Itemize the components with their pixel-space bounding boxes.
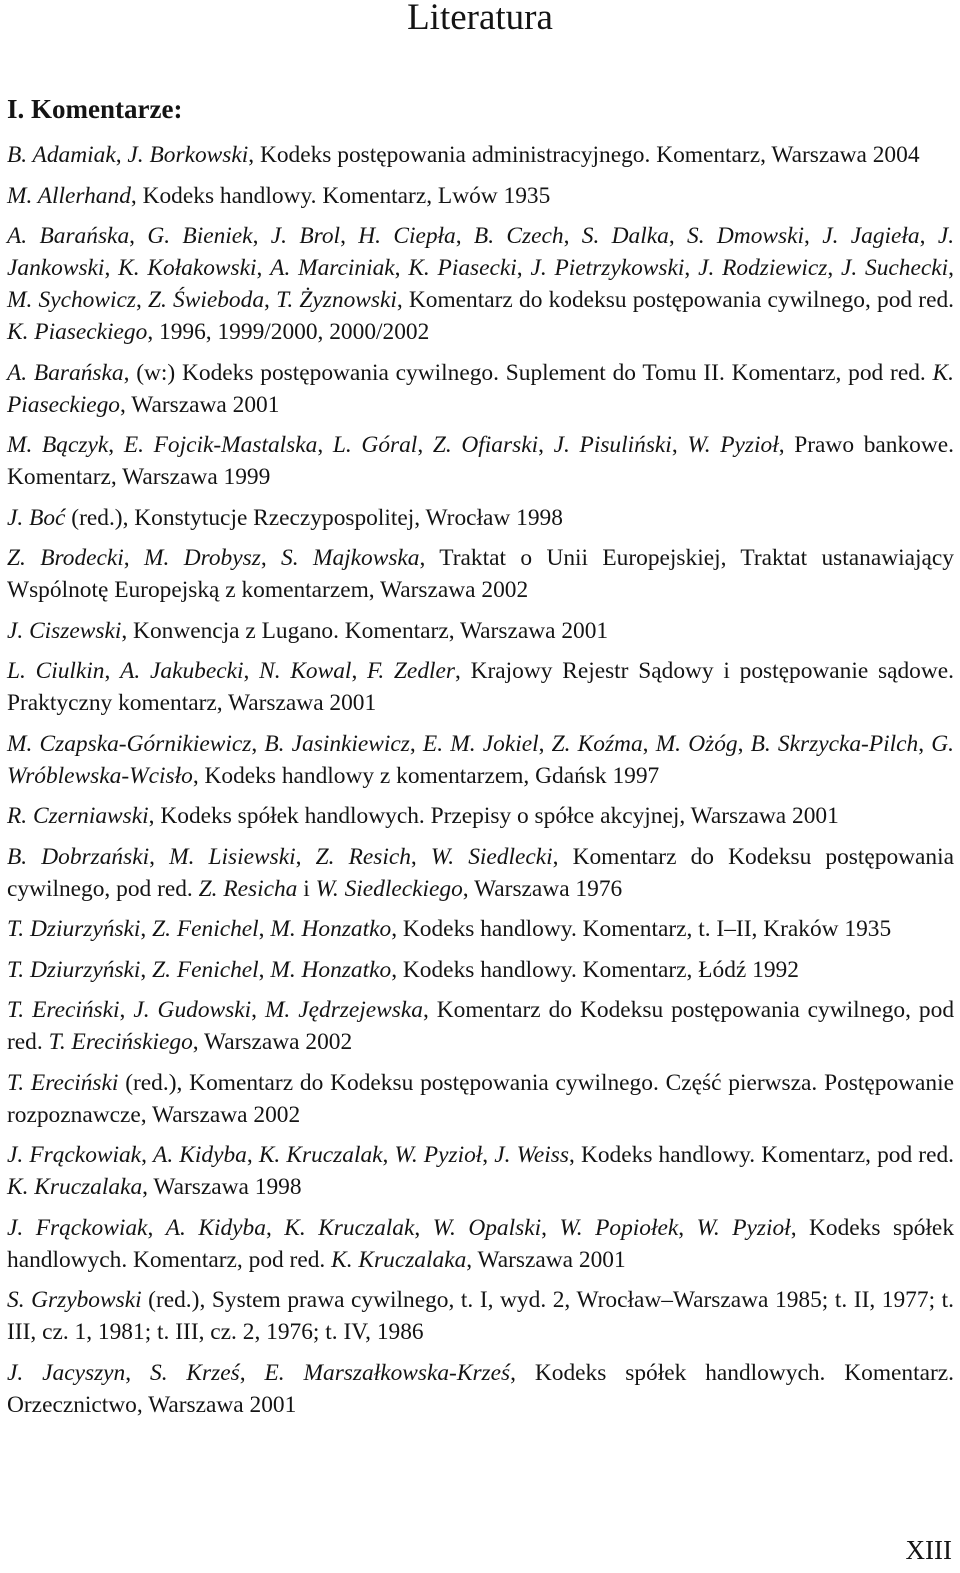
entry-text: , Kodeks postępowania administracyjnego. Komentarz, Warszawa 2004	[248, 142, 920, 168]
page-title: Literatura	[407, 0, 553, 38]
bibliography-entry	[7, 913, 954, 945]
entry-text: ,	[256, 255, 271, 281]
author-name: B. Jasinkiewicz	[264, 730, 410, 757]
bibliography-entry	[7, 139, 954, 171]
author-name: T. Erecińskiego	[48, 1029, 193, 1055]
entry-text: (red.), Komentarz do Kodeksu postępowania cywilnego. Część pierwsza. Postępowanie rozpoznawcze, Warszawa 2002	[7, 1069, 954, 1128]
entry-text: , Kodeks spółek handlowych. Przepisy o spółce akcyjnej, Warszawa 2001	[148, 803, 839, 829]
author-name: M. Jędrzejewska	[264, 997, 423, 1023]
page-number: XIII	[905, 1535, 952, 1565]
entry-text: , Warszawa 1976	[462, 875, 623, 902]
entry-text: ,	[516, 255, 531, 281]
author-name: W. Pyzioł	[394, 1142, 483, 1168]
entry-text: ,	[948, 255, 954, 281]
entry-text: , Komentarz do Kodeksu postępowania cywilnego, pod red.	[7, 997, 955, 1055]
author-name: J. Frąckowiak	[7, 1214, 148, 1241]
author-name: J. Suchecki	[841, 255, 949, 281]
author-name: A. Kidyba	[153, 1142, 247, 1168]
author-name: B. Dobrzański	[7, 843, 150, 870]
author-name: J. Boć	[7, 504, 66, 531]
author-name: M. Allerhand	[7, 182, 131, 209]
author-name: M. Ożóg	[655, 730, 738, 757]
author-name: J. Jankowski	[7, 223, 955, 281]
author-name: S. Krześ	[150, 1359, 240, 1386]
author-name: B. Czech	[473, 223, 564, 249]
entry-text: ,	[104, 255, 119, 281]
entry-text: ,	[678, 1214, 697, 1241]
entry-text: ,	[918, 730, 932, 757]
entry-text: , Krajowy Rejestr Sądowy i postępowanie sądowe. Praktyczny komentarz, Warszawa 2001	[7, 658, 954, 716]
entry-text: ,	[414, 1214, 433, 1241]
author-name: R. Czerniawski	[7, 803, 149, 829]
author-name: F. Zedler	[367, 658, 455, 684]
bibliography-entry	[7, 841, 954, 905]
entry-text: ,	[258, 956, 271, 983]
bibliography-entry	[7, 1357, 954, 1421]
author-name: Z. Świeboda	[148, 287, 265, 313]
entry-text: ,	[252, 223, 271, 249]
bibliography-entry	[7, 1067, 954, 1131]
entry-text: ,	[538, 730, 552, 757]
author-name: M. Czapska-Górnikiewicz	[7, 730, 252, 757]
bibliography-entry	[7, 429, 954, 493]
author-name: Z. Brodecki	[7, 545, 124, 571]
bibliography-entry	[7, 220, 954, 348]
entry-text: , Kodeks handlowy. Komentarz, t. I–II, Kraków 1935	[391, 916, 892, 942]
author-name: S. Majkowska	[281, 545, 420, 571]
entry-text: ,	[295, 843, 316, 870]
entry-text: ,	[671, 432, 688, 458]
entry-text: ,	[668, 223, 688, 249]
author-name: G. Wróblewska-Wcisło	[7, 730, 954, 789]
author-name: W. Siedleckiego	[315, 875, 463, 902]
author-name: K. Kołakowski	[118, 255, 257, 281]
author-name: W. Siedlecki	[430, 843, 553, 870]
bibliography-entry	[7, 542, 954, 606]
entry-text: ,	[382, 1142, 395, 1168]
entry-text: ,	[317, 432, 333, 458]
entry-text: , (w:) Kodeks postępowania cywilnego. Suplement do Tomu II. Komentarz, pod red.	[123, 359, 933, 386]
section-heading: I. Komentarze:	[7, 94, 183, 124]
entry-text: ,	[251, 997, 265, 1023]
entry-text: ,	[243, 658, 260, 684]
entry-text: ,	[141, 1142, 154, 1168]
author-name: W. Pyzioł	[687, 432, 779, 458]
entry-text: , Kodeks handlowy z komentarzem, Gdańsk 1997	[192, 762, 660, 789]
author-name: E. Marszałkowska-Krześ	[264, 1359, 511, 1386]
entry-text: ,	[265, 1214, 285, 1241]
author-name: B. Skrzycka-Pilch	[750, 730, 919, 757]
author-name: J. Gudowski	[133, 997, 252, 1023]
bibliography-entry	[7, 1139, 954, 1203]
author-name: M. Honzatko	[270, 956, 392, 983]
author-name: Z. Fenichel	[152, 916, 259, 942]
entry-text: ,	[351, 658, 368, 684]
author-name: J. Weiss	[494, 1142, 570, 1168]
entry-text: ,	[104, 658, 121, 684]
author-name: J. Rodziewicz	[698, 255, 828, 281]
author-name: T. Ereciński	[7, 1069, 119, 1096]
entry-text: ,	[115, 142, 128, 168]
author-name: M. Sychowicz	[7, 287, 136, 313]
entry-text: ,	[827, 255, 841, 281]
entry-text: , Kodeks handlowy. Komentarz, Łódź 1992	[391, 956, 799, 983]
author-name: T. Dziurzyński	[7, 956, 141, 983]
entry-text: , Warszawa 2002	[192, 1029, 353, 1055]
entry-text: ,	[140, 956, 153, 983]
author-name: G. Bieniek	[147, 223, 253, 249]
entry-text: ,	[149, 843, 170, 870]
author-name: M. Honzatko	[270, 916, 392, 942]
entry-text: , Kodeks spółek handlowych. Komentarz. Orzecznictwo, Warszawa 2001	[7, 1359, 955, 1418]
entry-text: , Kodeks spółek handlowych. Komentarz, pod red.	[7, 1214, 955, 1273]
entry-text: ,	[264, 287, 277, 313]
entry-text: ,	[135, 287, 149, 313]
entry-text: , 1996, 1999/2000, 2000/2002	[147, 319, 430, 345]
entry-text: ,	[919, 223, 938, 249]
bibliography-entry	[7, 180, 954, 212]
bibliography-entry	[7, 800, 954, 832]
bibliography-entry	[7, 954, 954, 986]
entry-text: ,	[482, 1142, 495, 1168]
author-name: J. Frąckowiak	[7, 1142, 142, 1168]
author-name: A. Barańska	[7, 359, 124, 386]
author-name: E. M. Jokiel	[422, 730, 539, 757]
author-name: A. Marciniak	[270, 255, 395, 281]
entry-text: ,	[417, 432, 433, 458]
author-name: B. Adamiak	[7, 142, 116, 168]
author-name: J. Borkowski	[127, 142, 249, 168]
bibliography-list	[7, 139, 954, 1429]
entry-text: ,	[123, 545, 145, 571]
bibliography-entry	[7, 502, 954, 534]
bibliography-entry	[7, 615, 954, 647]
author-name: E. Fojcik-Mastalska	[123, 432, 318, 458]
entry-text: ,	[642, 730, 656, 757]
entry-text: ,	[258, 916, 271, 942]
author-name: T. Żyznowski	[276, 287, 397, 313]
author-name: K. Kruczalaka	[7, 1174, 143, 1200]
bibliography-entry	[7, 1284, 954, 1348]
bibliography-entry	[7, 357, 954, 421]
author-name: J. Brol	[270, 223, 341, 249]
entry-text: ,	[394, 255, 409, 281]
entry-text: ,	[538, 432, 554, 458]
entry-text: ,	[455, 223, 474, 249]
entry-text: (red.), Konstytucje Rzeczypospolitej, Wrocław 1998	[65, 504, 563, 531]
entry-text: ,	[340, 223, 359, 249]
entry-text: , Konwencja z Lugano. Komentarz, Warszawa 2001	[121, 617, 609, 644]
author-name: Z. Koźma	[551, 730, 643, 757]
entry-text: ,	[246, 1142, 259, 1168]
entry-text: ,	[541, 1214, 560, 1241]
author-name: T. Ereciński	[7, 997, 120, 1023]
author-name: M. Drobysz	[144, 545, 261, 571]
entry-text: ,	[803, 223, 823, 249]
entry-text: ,	[737, 730, 751, 757]
entry-text: ,	[147, 1214, 166, 1241]
author-name: A. Jakubecki	[120, 658, 244, 684]
author-name: N. Kowal	[259, 658, 352, 684]
bibliography-entry	[7, 1212, 954, 1276]
entry-text: , Komentarz do Kodeksu postępowania cywilnego, pod red.	[7, 843, 954, 902]
bibliography-entry	[7, 994, 954, 1058]
author-name: A. Barańska	[7, 223, 130, 249]
author-name: Z. Fenichel	[152, 956, 259, 983]
author-name: A. Kidyba	[165, 1214, 266, 1241]
author-name: J. Pietrzykowski	[530, 255, 685, 281]
entry-text: ,	[563, 223, 582, 249]
author-name: H. Ciepła	[358, 223, 456, 249]
author-name: Z. Resicha	[198, 875, 298, 902]
author-name: L. Ciulkin	[7, 658, 105, 684]
author-name: S. Dmowski	[687, 223, 804, 249]
entry-text: ,	[239, 1359, 265, 1386]
entry-text: , Warszawa 2001	[466, 1246, 626, 1273]
author-name: S. Dalka	[581, 223, 669, 249]
author-name: Z. Resich	[315, 843, 411, 870]
bibliography-entry	[7, 655, 954, 719]
author-name: K. Kruczalak	[284, 1214, 415, 1241]
entry-text: , Prawo bankowe. Komentarz, Warszawa 1999	[7, 432, 954, 490]
author-name: W. Popiołek	[559, 1214, 679, 1241]
entry-text: ,	[129, 223, 148, 249]
author-name: J. Jagieła	[822, 223, 920, 249]
entry-text: , Warszawa 1998	[142, 1174, 302, 1200]
author-name: S. Grzybowski	[7, 1287, 142, 1313]
author-name: M. Bączyk	[7, 432, 109, 458]
entry-text: ,	[125, 1359, 150, 1386]
entry-text: ,	[409, 730, 423, 757]
author-name: T. Dziurzyński	[7, 916, 141, 942]
author-name: K. Kruczalaka	[331, 1246, 467, 1273]
author-name: K. Piaseckiego	[7, 319, 148, 345]
author-name: K. Piasecki	[408, 255, 517, 281]
bibliography-entry	[7, 728, 954, 792]
author-name: Z. Ofiarski	[432, 432, 539, 458]
entry-text: , Kodeks handlowy. Komentarz, pod red.	[569, 1142, 955, 1168]
entry-text: , Kodeks handlowy. Komentarz, Lwów 1935	[130, 182, 551, 209]
entry-text: ,	[260, 545, 282, 571]
author-name: W. Pyzioł	[696, 1214, 791, 1241]
entry-text: ,	[119, 997, 134, 1023]
author-name: M. Lisiewski	[169, 843, 296, 870]
entry-text: , Traktat o Unii Europejskiej, Traktat ustanawiający Wspólnotę Europejską z komentarzem, Warszawa 2002	[7, 545, 954, 603]
author-name: J. Ciszewski	[7, 617, 122, 644]
entry-text: ,	[108, 432, 124, 458]
entry-text: (red.), System prawa cywilnego, t. I, wyd. 2, Wrocław–Warszawa 1985; t. II, 1977; t. III, cz. 1, 1981; t. III, cz. 2, 1976; t. IV, 1986	[7, 1287, 954, 1345]
author-name: W. Opalski	[432, 1214, 542, 1241]
entry-text: i	[297, 875, 316, 902]
author-name: K. Piaseckiego	[7, 359, 954, 418]
author-name: J. Pisuliński	[553, 432, 672, 458]
entry-text: ,	[251, 730, 265, 757]
entry-text: ,	[410, 843, 431, 870]
entry-text: ,	[684, 255, 699, 281]
author-name: K. Kruczalak	[258, 1142, 383, 1168]
author-name: J. Jacyszyn	[7, 1359, 126, 1386]
entry-text: , Warszawa 2001	[120, 391, 280, 418]
entry-text: , Komentarz do kodeksu postępowania cywilnego, pod red.	[396, 287, 954, 313]
entry-text: ,	[140, 916, 153, 942]
author-name: L. Góral	[332, 432, 418, 458]
